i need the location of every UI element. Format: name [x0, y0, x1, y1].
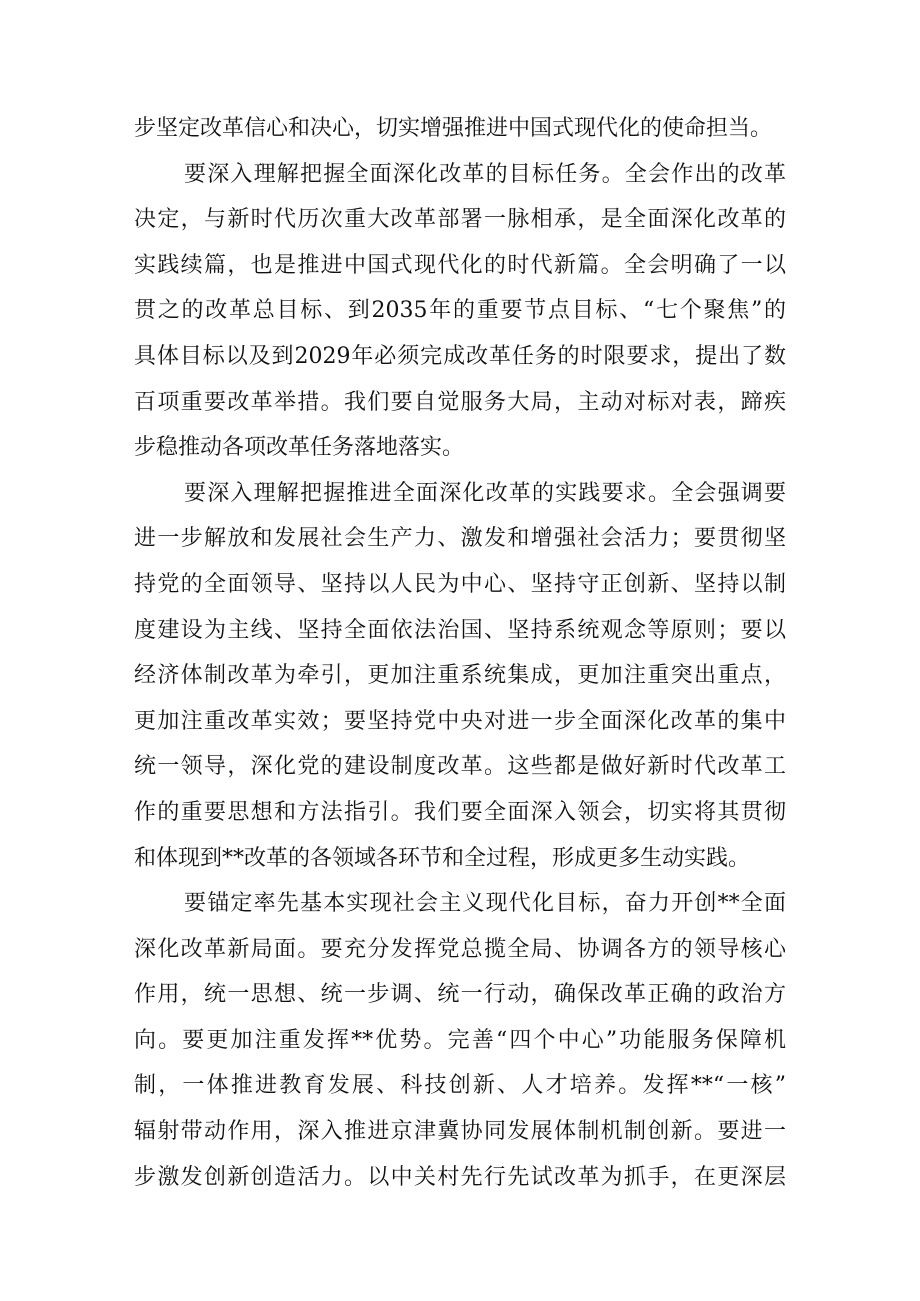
text-line: 辐射带动作用，深入推进京津冀协同发展体制机制创新。要进一	[134, 1119, 786, 1145]
text-line: 要锚定率先基本实现社会主义现代化目标，奋力开创**全面	[184, 891, 786, 917]
text-line: 百项重要改革举措。我们要自觉服务大局，主动对标对表，蹄疾	[134, 389, 786, 415]
text-line: 要深入理解把握全面深化改革的目标任务。全会作出的改革	[184, 161, 786, 187]
text-line: 具体目标以及到2029年必须完成改革任务的时限要求，提出了数	[134, 343, 786, 369]
text-line: 深化改革新局面。要充分发挥党总揽全局、协调各方的领导核心	[134, 936, 786, 962]
text-line: 度建设为主线、坚持全面依法治国、坚持系统观念等原则；要以	[134, 617, 786, 643]
text-line: 实践续篇，也是推进中国式现代化的时代新篇。全会明确了一以	[134, 252, 786, 278]
text-line: 向。要更加注重发挥**优势。完善“四个中心”功能服务保障机	[134, 1027, 786, 1053]
document-body	[134, 106, 786, 1200]
text-line: 作的重要思想和方法指引。我们要全面深入领会，切实将其贯彻	[134, 799, 786, 825]
text-line: 步稳推动各项改革任务落地落实。	[134, 435, 465, 461]
text-line: 更加注重改革实效；要坚持党中央对进一步全面深化改革的集中	[134, 708, 786, 734]
text-line: 制，一体推进教育发展、科技创新、人才培养。发挥**“一核”	[134, 1073, 786, 1099]
text-line: 进一步解放和发展社会生产力、激发和增强社会活力；要贯彻坚	[134, 526, 786, 552]
text-line: 统一领导，深化党的建设制度改革。这些都是做好新时代改革工	[134, 754, 786, 780]
text-line: 持党的全面领导、坚持以人民为中心、坚持守正创新、坚持以制	[134, 571, 786, 597]
text-line: 经济体制改革为牵引，更加注重系统集成，更加注重突出重点，	[134, 663, 786, 689]
text-line: 步激发创新创造活力。以中关村先行先试改革为抓手，在更深层	[134, 1164, 786, 1190]
text-line: 作用，统一思想、统一步调、统一行动，确保改革正确的政治方	[134, 982, 786, 1008]
text-line: 要深入理解把握推进全面深化改革的实践要求。全会强调要	[184, 480, 786, 506]
text-line: 决定，与新时代历次重大改革部署一脉相承，是全面深化改革的	[134, 207, 786, 233]
text-line: 和体现到**改革的各领域各环节和全过程，形成更多生动实践。	[134, 845, 751, 871]
text-line: 步坚定改革信心和决心，切实增强推进中国式现代化的使命担当。	[134, 116, 773, 141]
text-line: 贯之的改革总目标、到2035年的重要节点目标、“七个聚焦”的	[134, 298, 786, 324]
